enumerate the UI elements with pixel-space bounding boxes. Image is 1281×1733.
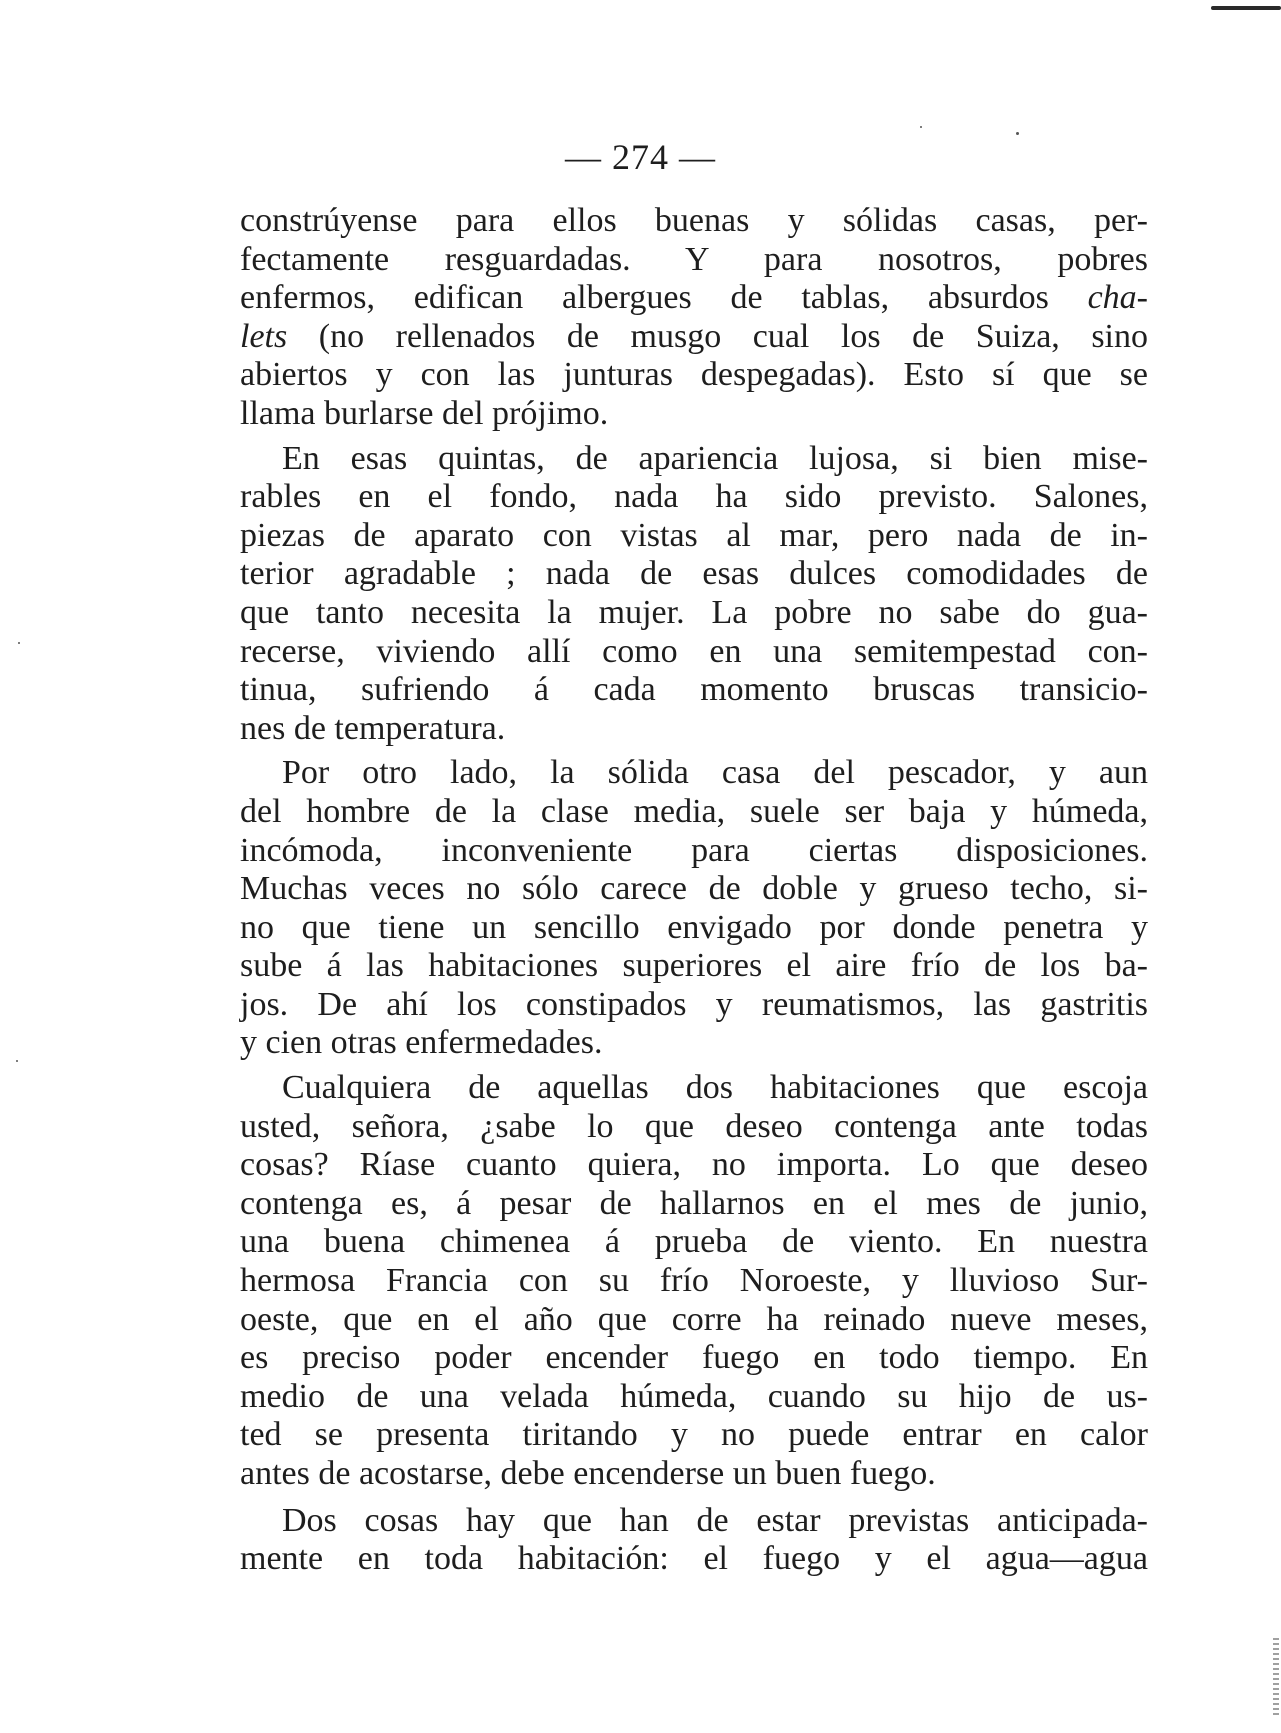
text-line: terior agradable ; nada de esas dulces comodidades de (240, 555, 1148, 593)
text-line: fectamente resguardadas. Y para nosotros, pobres (240, 240, 1148, 278)
text-line: rables en el fondo, nada ha sido previsto. Salones, (240, 478, 1148, 516)
text-line: constrúyense para ellos buenas y sólidas casas, per- (240, 202, 1148, 239)
text-line: oeste, que en el año que corre ha reinado nueve meses, (240, 1300, 1148, 1338)
paper-speck (16, 1060, 18, 1062)
text-line: que tanto necesita la mujer. La pobre no sabe do gua- (240, 593, 1148, 631)
text-line: recerse, viviendo allí como en una semitempestad con- (240, 632, 1148, 670)
page-number: — 274 — (565, 137, 716, 177)
text-line: antes de acostarse, debe encenderse un buen fuego. (240, 1455, 936, 1492)
text-line: enfermos, edifican albergues de tablas, absurdos cha- (240, 279, 1148, 317)
text-line: y cien otras enfermedades. (240, 1024, 603, 1062)
text-line: incómoda, inconveniente para ciertas disposiciones. (240, 831, 1148, 869)
text-line: Por otro lado, la sólida casa del pescador, y aun (282, 754, 1148, 792)
text-line: Muchas veces no sólo carece de doble y grueso techo, si- (240, 870, 1148, 908)
text-line: usted, señora, ¿sabe lo que deseo contenga ante todas (240, 1107, 1148, 1145)
text-line: hermosa Francia con su frío Noroeste, y lluvioso Sur- (240, 1262, 1148, 1300)
text-line: jos. De ahí los constipados y reumatismos, las gastritis (240, 985, 1148, 1023)
text-line: cosas? Ríase cuanto quiera, no importa. Lo que deseo (240, 1146, 1148, 1184)
text-line: nes de temperatura. (240, 709, 506, 747)
text-line: sube á las habitaciones superiores el aire frío de los ba- (240, 947, 1148, 985)
text-line: llama burlarse del prójimo. (240, 394, 609, 432)
text-line: tinua, sufriendo á cada momento bruscas transicio- (240, 671, 1148, 709)
text-line: ted se presenta tiritando y no puede entrar en calor (240, 1416, 1148, 1454)
body-text (240, 202, 1148, 1579)
text-line: mente en toda habitación: el fuego y el agua—agua (240, 1540, 1148, 1578)
paper-speck (18, 642, 20, 644)
text-line: medio de una velada húmeda, cuando su hijo de us- (240, 1377, 1148, 1415)
text-line: piezas de aparato con vistas al mar, pero nada de in- (240, 516, 1148, 554)
text-line: Dos cosas hay que han de estar previstas anticipada- (282, 1501, 1148, 1539)
text-line: En esas quintas, de apariencia lujosa, si bien mise- (282, 439, 1148, 477)
text-line: abiertos y con las junturas despegadas). Esto sí que se (240, 356, 1148, 394)
paper-speck (920, 126, 922, 128)
italic-word: lets (240, 317, 288, 355)
text-line: no que tiene un sencillo envigado por donde penetra y (240, 908, 1148, 946)
text-line: una buena chimenea á prueba de viento. En nuestra (240, 1223, 1148, 1261)
text-line: lets (no rellenados de musgo cual los de Suiza, sino (240, 317, 1148, 355)
text-line: es preciso poder encender fuego en todo tiempo. En (240, 1339, 1148, 1377)
scan-edge-mark (1211, 6, 1281, 10)
paper-speck (1016, 132, 1019, 135)
text-line: contenga es, á pesar de hallarnos en el mes de junio, (240, 1184, 1148, 1222)
text-line: del hombre de la clase media, suele ser baja y húmeda, (240, 792, 1148, 830)
binding-edge-mark (1273, 1638, 1279, 1716)
italic-word: cha- (1087, 279, 1148, 317)
text-line: Cualquiera de aquellas dos habitaciones que escoja (282, 1069, 1148, 1107)
